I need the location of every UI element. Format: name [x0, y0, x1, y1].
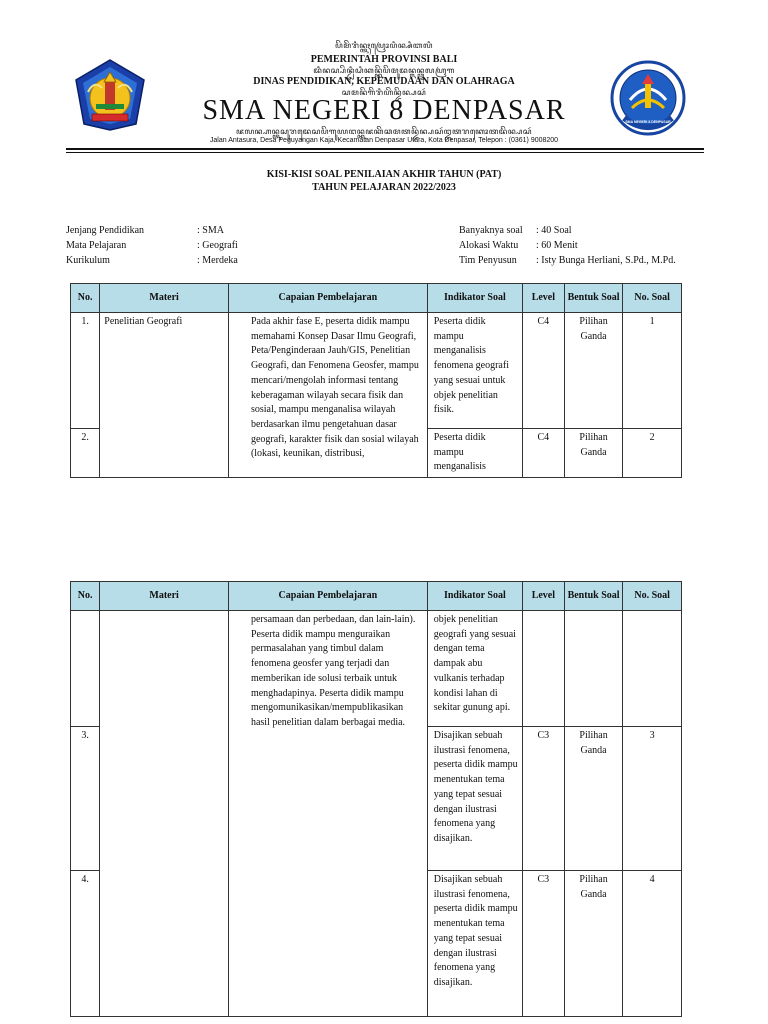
table-row-continuation	[71, 611, 682, 727]
kisi-kisi-table-page-1	[70, 283, 682, 478]
cell-nosoal: 4	[623, 871, 682, 1017]
header-capaian: Capaian Pembelajaran	[228, 284, 427, 313]
meta-tim-value: : Isty Bunga Herliani, S.Pd., M.Pd.	[536, 255, 676, 266]
header-indikator: Indikator Soal	[427, 284, 522, 313]
meta-alokasi-label: Alokasi Waktu	[459, 240, 519, 251]
cell-indikator: objek penelitian geografi yang sesuai dengan tema dampak abu vulkanis terhadap kondisi lahan di sekitar gunung api.	[427, 611, 522, 727]
cell-indikator: Disajikan sebuah ilustrasi fenomena, peserta didik mampu menentukan tema yang tepat sesuai dengan ilustrasi fenomena yang disajikan.	[427, 871, 522, 1017]
meta-tim-label: Tim Penyusun	[459, 255, 517, 266]
kisi-kisi-table-page-2	[70, 581, 682, 1017]
script-line-mid: ꦢꦶꦤꦱ꧀ꦥꦼꦤ꧀ꦝꦶꦝꦶꦏꦤ꧀ꦏꦼꦥꦼꦩꦸꦢꦤ꧀ꦭꦤ꧀ꦎꦭꦲꦿꦒ	[313, 66, 455, 75]
meta-mapel-value: : Geografi	[197, 240, 238, 251]
meta-alokasi-value: : 60 Menit	[536, 240, 578, 251]
school-name: SMA NEGERI 8 DENPASAR	[202, 95, 566, 126]
cell-no: 3.	[71, 727, 100, 871]
header-no: No.	[71, 284, 100, 313]
header-bentuk: Bentuk Soal	[564, 284, 623, 313]
cell-level: C3	[522, 727, 564, 871]
cell-level	[522, 611, 564, 727]
cell-no: 4.	[71, 871, 100, 1017]
cell-nosoal: 1	[623, 313, 682, 429]
header-level: Level	[522, 582, 564, 611]
letterhead-rule-thick	[66, 148, 704, 150]
cell-materi	[100, 611, 229, 1017]
header-level: Level	[522, 284, 564, 313]
cell-indikator: Peserta didik mampu menganalisis	[427, 429, 522, 478]
meta-jenjang-value: : SMA	[197, 225, 224, 236]
header-nosoal: No. Soal	[623, 284, 682, 313]
header-materi: Materi	[100, 284, 229, 313]
cell-capaian: Pada akhir fase E, peserta didik mampu memahami Konsep Dasar Ilmu Geografi, Peta/Penginderaan Jauh/GIS, Penelitian Geografi, dan Fenomena Geosfer, mampu mencari/mengolah informasi tentang keberagaman wilayah secara fisik dan sosial, mampu menganalisa wilayah berdasarkan ilmu pengetahuan dasar geografi, karakter fisik dan sosial wilayah (lokasi, keunikan, distribusi,	[228, 313, 427, 478]
table-header-row	[71, 582, 682, 611]
script-line-low: ꦱꦩꦤꦼꦒꦼꦫꦶꦲꦼꦤ꧀ꦢꦼꦤ꧀ꦥꦱꦂ	[341, 88, 427, 97]
cell-bentuk: Pilihan Ganda	[564, 727, 623, 871]
table-row	[71, 313, 682, 429]
script-line-address: ꦗꦭꦤ꧀ꦲꦤ꧀ꦠꦱꦸꦫꦢꦺꦱꦥꦼꦒꦸꦪꦔꦤ꧀ꦏꦗꦏꦼꦕꦩꦠꦤ꧀ꦢꦼꦤ꧀ꦥꦱꦂꦈꦠꦫꦏꦺꦴꦠꦢꦼꦤ꧀ꦥꦱꦂ	[236, 127, 532, 136]
table-header-row	[71, 284, 682, 313]
government-name: PEMERINTAH PROVINSI BALI	[310, 54, 458, 65]
header-no: No.	[71, 582, 100, 611]
cell-bentuk	[564, 611, 623, 727]
meta-kurikulum-label: Kurikulum	[66, 255, 110, 266]
school-logo	[610, 60, 686, 136]
header-indikator: Indikator Soal	[427, 582, 522, 611]
header-bentuk: Bentuk Soal	[564, 582, 623, 611]
cell-materi: Penelitian Geografi	[100, 313, 229, 478]
script-line-top: ꦥꦼꦩꦼꦫꦶꦤ꧀ꦠꦃꦥꦿꦺꦴꦥꦶꦤ꧀ꦱꦶꦧꦭꦶ	[335, 41, 433, 50]
document-title: KISI-KISI SOAL PENILAIAN AKHIR TAHUN (PAT)	[266, 169, 502, 180]
meta-mapel-label: Mata Pelajaran	[66, 240, 127, 251]
cell-bentuk: Pilihan Ganda	[564, 313, 623, 429]
cell-no: 1.	[71, 313, 100, 429]
header-capaian: Capaian Pembelajaran	[228, 582, 427, 611]
cell-bentuk: Pilihan Ganda	[564, 871, 623, 1017]
letterhead-rule-thin	[66, 152, 704, 153]
cell-nosoal: 2	[623, 429, 682, 478]
cell-level: C4	[522, 429, 564, 478]
school-emblem-icon	[610, 60, 686, 136]
header-materi: Materi	[100, 582, 229, 611]
cell-no	[71, 611, 100, 727]
school-address: Jalan Antasura, Desa Peguyangan Kaja, Kecamatan Denpasar Utara, Kota Denpasar, Telepon : (0361) 9008200	[209, 137, 559, 144]
meta-jenjang-label: Jenjang Pendidikan	[66, 225, 145, 236]
meta-banyak-value: : 40 Soal	[536, 225, 572, 236]
cell-nosoal: 3	[623, 727, 682, 871]
cell-indikator: Disajikan sebuah ilustrasi fenomena, peserta didik mampu menentukan tema yang tepat sesuai dengan ilustrasi fenomena yang disajikan.	[427, 727, 522, 871]
cell-capaian: persamaan dan perbedaan, dan lain-lain). Peserta didik mampu menguraikan permasalahan yang timbul dalam fenomena geosfer yang terjadi dan memberikan ide solusi terbaik untuk menghadapinya. Peserta didik mampu mengomunikasikan/mempublikasikan hasil penelitian dalam berbagai media.	[228, 611, 427, 1017]
cell-indikator: Peserta didik mampu menganalisis fenomena geografi yang sesuai untuk objek penelitian fisik.	[427, 313, 522, 429]
school-logo-caption: SMA NEGERI 8 DENPASAR	[625, 120, 671, 124]
header-nosoal: No. Soal	[623, 582, 682, 611]
meta-banyak-label: Banyaknya soal	[459, 225, 523, 236]
department-name: DINAS PENDIDIKAN, KEPEMUDAAN DAN OLAHRAGA	[253, 76, 515, 87]
cell-nosoal	[623, 611, 682, 727]
cell-level: C4	[522, 313, 564, 429]
cell-no: 2.	[71, 429, 100, 478]
cell-level: C3	[522, 871, 564, 1017]
meta-kurikulum-value: : Merdeka	[197, 255, 238, 266]
cell-bentuk: Pilihan Ganda	[564, 429, 623, 478]
document-subtitle: TAHUN PELAJARAN 2022/2023	[312, 182, 456, 193]
